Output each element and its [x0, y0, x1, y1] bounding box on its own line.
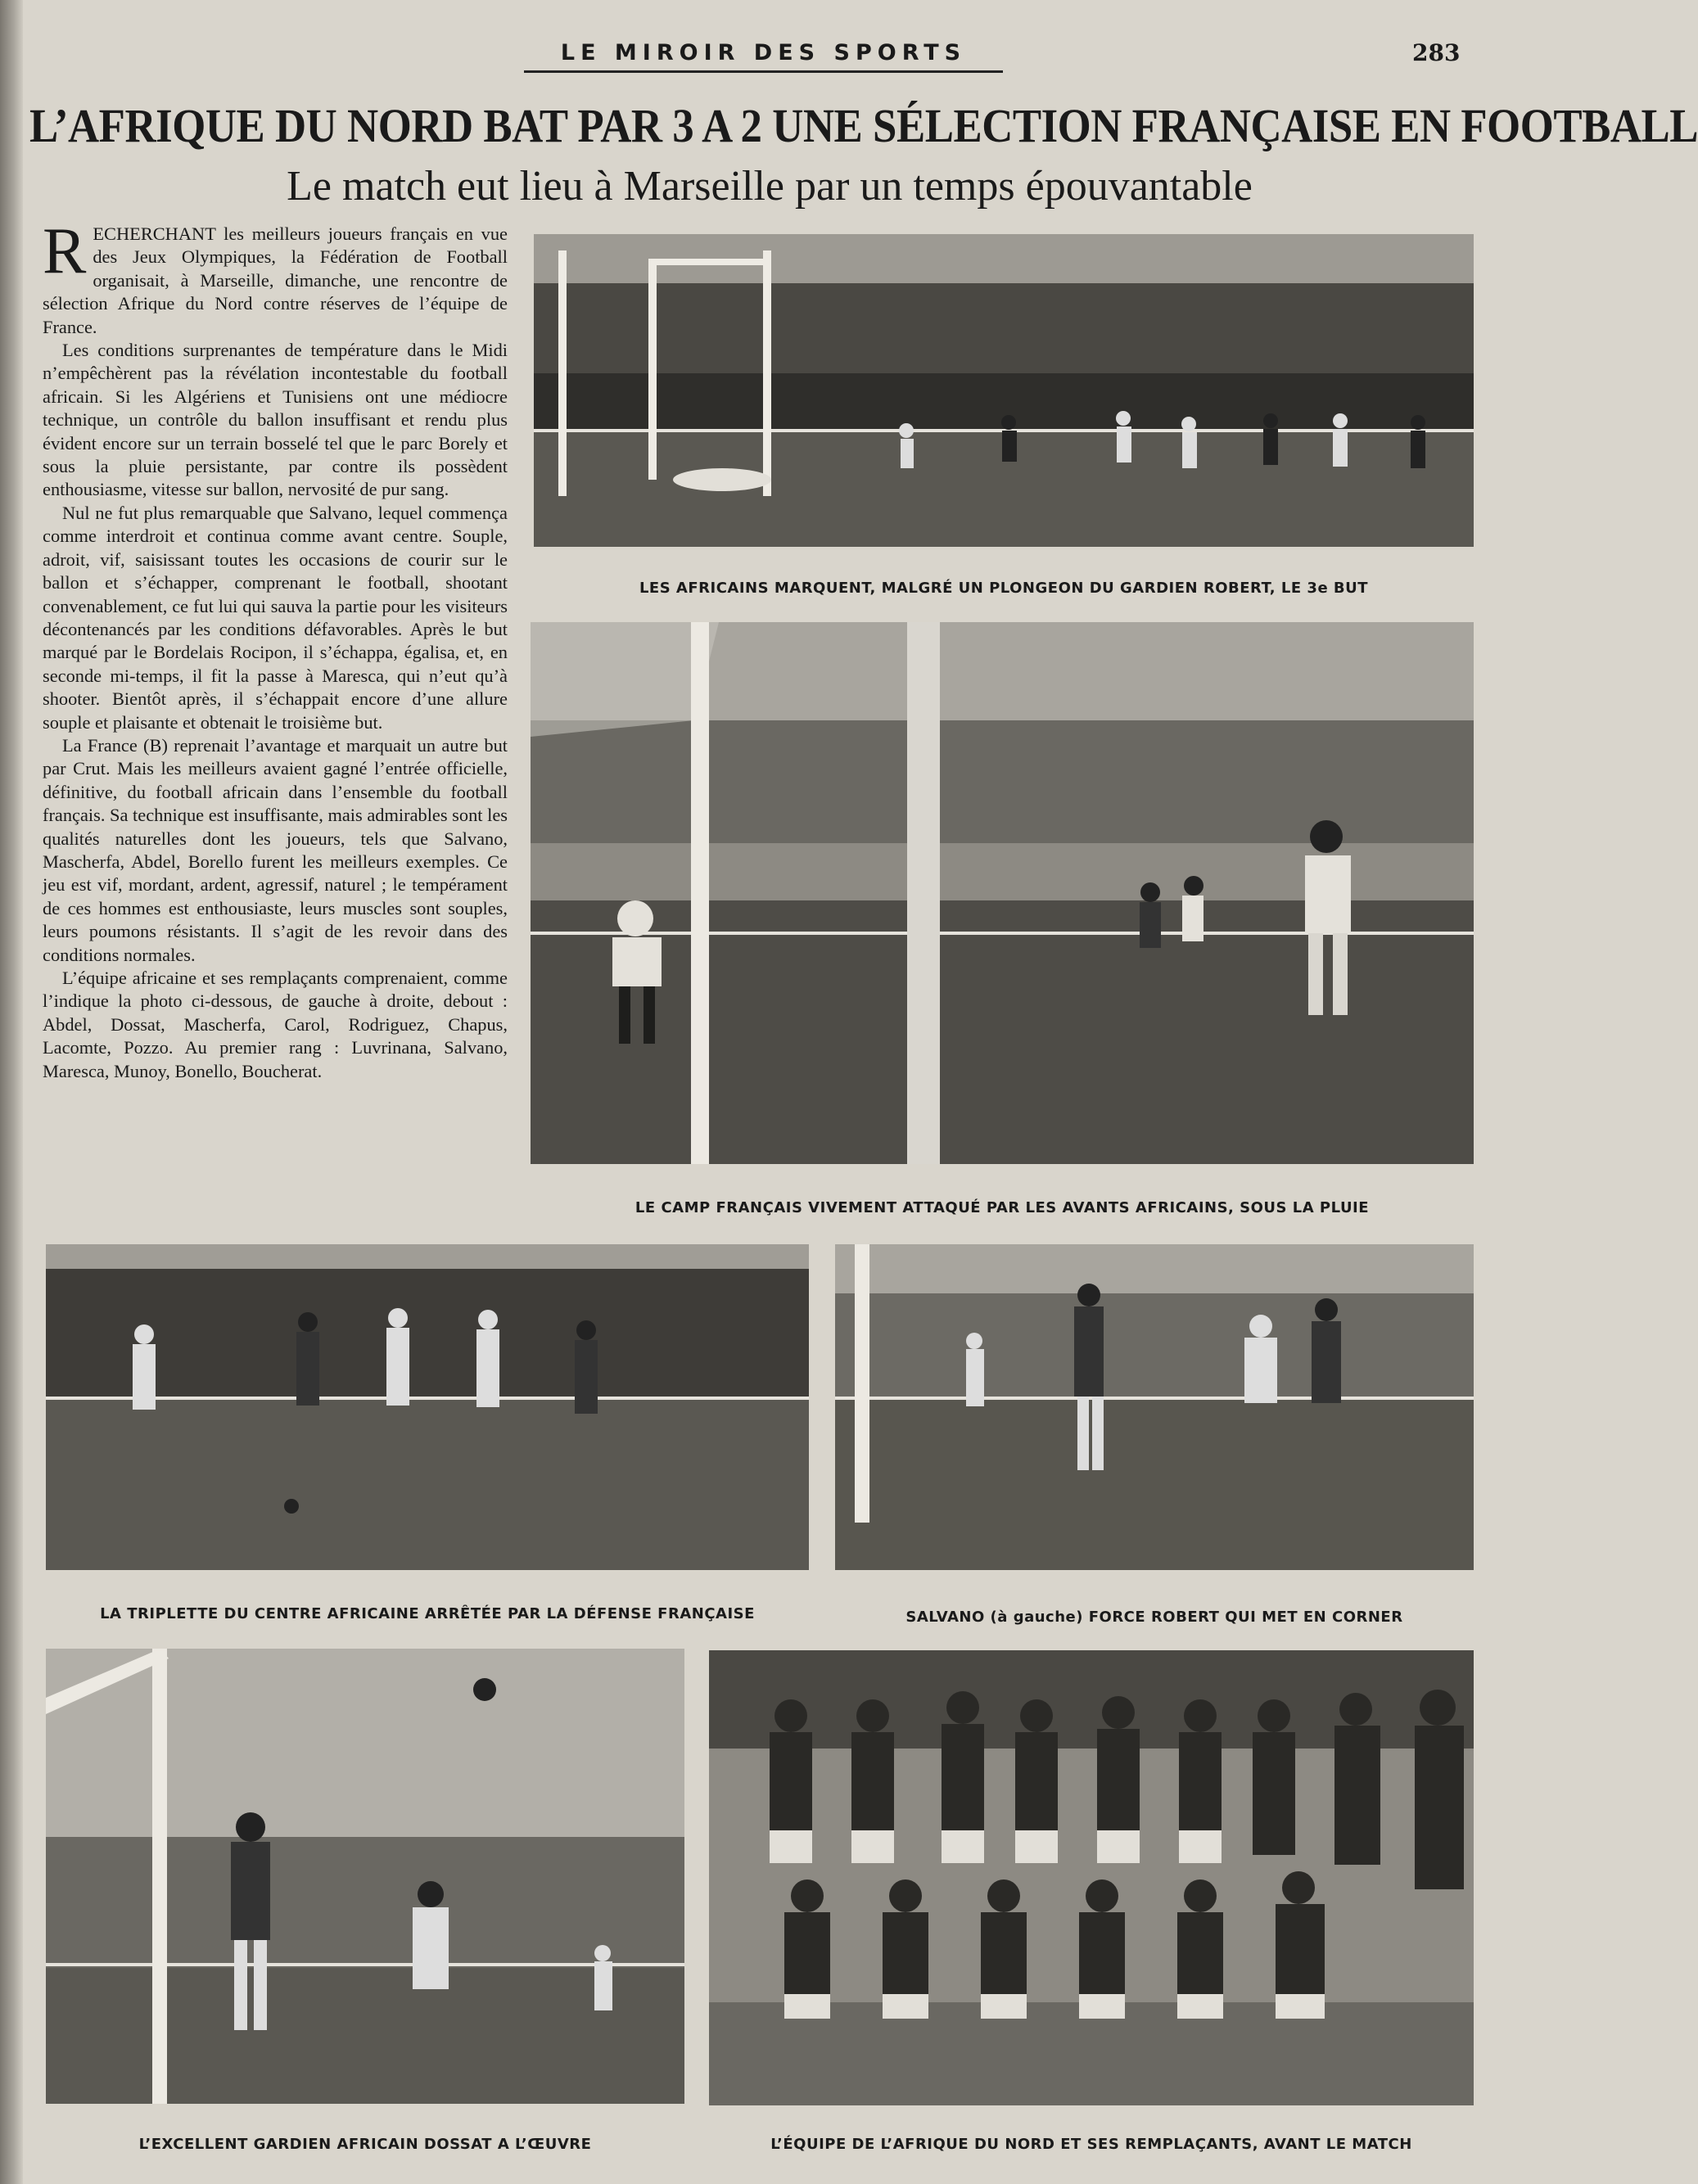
photo-salvano-robert [835, 1244, 1474, 1570]
article-text [43, 215, 508, 1221]
photo-goalkeeper-dossat [46, 1649, 684, 2104]
photo-salvano-robert-image [835, 1244, 1474, 1570]
photo-central-trio-image [46, 1244, 809, 1570]
article-paragraph: L’équipe africaine et ses remplaçants comprenaient, comme l’indique la photo ci-dessous, de gauche à droite, debout : Abdel, Dossat, Mascherfa, Carol, Rodriguez, Chapus, Lacomte, Pozzo. Au premier rang : Luvrinana, Salvano, Maresca, Munoy, Bonello, Boucherat. [43, 968, 508, 1081]
caption-photo-1: LES AFRICAINS MARQUENT, MALGRÉ UN PLONGEON DU GARDIEN ROBERT, LE 3e BUT [639, 580, 1369, 597]
subheadline: Le match eut lieu à Marseille par un temps épouvantable [287, 163, 1253, 210]
masthead-title: LE MIROIR DES SPORTS [524, 36, 1003, 73]
drop-cap: R [43, 215, 87, 287]
caption-photo-5: L’EXCELLENT GARDIEN AFRICAIN DOSSAT A L’ŒUVRE [138, 2136, 592, 2153]
headline: L’AFRIQUE DU NORD BAT PAR 3 A 2 UNE SÉLECTION FRANÇAISE EN FOOTBALL [29, 99, 1698, 152]
photo-french-goal-attack [531, 622, 1474, 1164]
paragraph-text: ECHERCHANT les meilleurs joueurs français en vue des Jeux Olympiques, la Fédération de Football organisait, à Marseille, dimanche, une rencontre de sélection Afrique du Nord contre réserves de l’équipe de France. [43, 223, 508, 337]
photo-central-trio [46, 1244, 809, 1570]
caption-photo-6: L’ÉQUIPE DE L’AFRIQUE DU NORD ET SES REMPLAÇANTS, AVANT LE MATCH [770, 2136, 1412, 2153]
photo-goal-scored-image [534, 234, 1474, 547]
binding-gutter [0, 0, 23, 2184]
article-paragraph [43, 215, 508, 339]
page-number: 283 [1412, 39, 1461, 66]
article-paragraph: Nul ne fut plus remarquable que Salvano, lequel commença comme interdroit et continua comme avant centre. Souple, adroit, vif, saisissant toutes les occasions de courir sur le ballon et s’échapper, comprenant le football, shootant convenablement, ce fut lui qui sauva la partie pour les visiteurs décontenancés par les conditions défavorables. Après le but marqué par le Bordelais Rocipon, il s’échappa, égalisa, et, en seconde mi-temps, il fit la passe à Maresca, qui n’eut qu’à shooter. Bientôt après, il s’échappait encore d’une allure souple et plaisante et obtenait le troisième but. [43, 502, 508, 733]
caption-photo-2: LE CAMP FRANÇAIS VIVEMENT ATTAQUÉ PAR LES AVANTS AFRICAINS, SOUS LA PLUIE [634, 1199, 1370, 1216]
photo-goal-scored [534, 234, 1474, 547]
article-paragraph: Les conditions surprenantes de température dans le Midi n’empêchèrent pas la révélation incontestable du football africain. Si les Algériens et Tunisiens ont une médiocre technique, un contrôle du ballon insuffisant et rendu plus évident encore sur un terrain bosselé tel que le parc Borely et sous la pluie persistante, par contre ils possèdent enthousiasme, vitesse sur ballon, nervosité de pur sang. [43, 340, 508, 500]
article-paragraph: La France (B) reprenait l’avantage et marquait un autre but par Crut. Mais les meilleurs avaient gagné l’entrée officielle, définitive, du football africain dans l’ensemble du football français. Sa technique est insuffisante, mais admirables sont les qualités naturelles dont les joueurs, tels que Salvano, Mascherfa, Abdel, Borello furent les meilleurs exemples. Ce jeu est vif, mordant, ardent, agressif, naturel ; le tempérament de ces hommes est enthousiaste, leurs muscles sont souples, leurs poumons résistants. Il s’agit de les revoir dans des conditions normales. [43, 734, 508, 965]
photo-team-image [709, 1650, 1474, 2105]
photo-team [709, 1650, 1474, 2105]
caption-photo-4: SALVANO (à gauche) FORCE ROBERT QUI MET EN CORNER [905, 1609, 1403, 1626]
caption-photo-3: LA TRIPLETTE DU CENTRE AFRICAINE ARRÊTÉE PAR LA DÉFENSE FRANÇAISE [100, 1605, 755, 1622]
photo-french-goal-attack-image [531, 622, 1474, 1164]
photo-goalkeeper-dossat-image [46, 1649, 684, 2104]
